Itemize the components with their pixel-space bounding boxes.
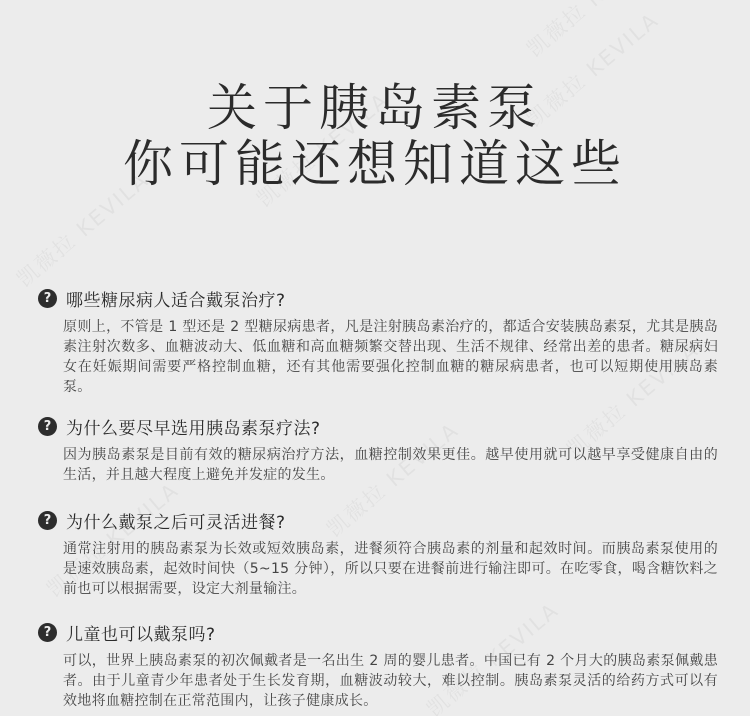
- page-title: [0, 80, 750, 192]
- question-mark-icon: ?: [38, 289, 57, 308]
- faq-item: [38, 414, 718, 485]
- question-mark-icon: ?: [38, 417, 57, 436]
- watermark: [520, 0, 665, 63]
- faq-answer: 因为胰岛素泵是目前有效的糖尿病治疗方法，血糖控制效果更佳。越早使用就可以越早享受健康自由的生活，并且越大程度上避免并发症的发生。: [63, 447, 718, 483]
- faq-question: 为什么戴泵之后可灵活进餐?: [66, 512, 286, 533]
- faq-answer: 可以，世界上胰岛素泵的初次佩戴者是一名出生 2 周的婴儿患者。中国已有 2 个月大的胰岛素泵佩戴患者。由于儿童青少年患者处于生长发育期，血糖波动较大，难以控制。胰岛素泵灵活的给药方式可以有效地将血糖控制在正常范围内，让孩子健康成长。: [63, 653, 718, 709]
- faq-item: [38, 620, 718, 711]
- title-line-2: 你可能还想知道这些: [123, 135, 627, 193]
- faq-question: 哪些糖尿病人适合戴泵治疗?: [66, 290, 286, 311]
- faq-item: [38, 508, 718, 599]
- faq-answer: 原则上，不管是 1 型还是 2 型糖尿病患者，凡是注射胰岛素治疗的，都适合安装胰岛素泵，尤其是胰岛素注射次数多、血糖波动大、低血糖和高血糖频繁交替出现、生活不规律、经常出差的患者。糖尿病妇女在妊娠期间需要严格控制血糖，还有其他需要强化控制血糖的糖尿病患者，也可以短期使用胰岛素泵。: [63, 319, 718, 395]
- title-line-1: 关于胰岛素泵: [207, 79, 543, 137]
- faq-question: 为什么要尽早选用胰岛素泵疗法?: [66, 418, 321, 439]
- faq-question: 儿童也可以戴泵吗?: [66, 624, 216, 645]
- question-mark-icon: ?: [38, 623, 57, 642]
- faq-item: [38, 286, 718, 397]
- faq-answer: 通常注射用的胰岛素泵为长效或短效胰岛素，进餐须符合胰岛素的剂量和起效时间。而胰岛素泵使用的是速效胰岛素，起效时间快（5~15 分钟），所以只要在进餐前进行输注即可。在吃零食，喝含糖饮料之前也可以根据需要，设定大剂量输注。: [63, 541, 718, 597]
- question-mark-icon: ?: [38, 511, 57, 530]
